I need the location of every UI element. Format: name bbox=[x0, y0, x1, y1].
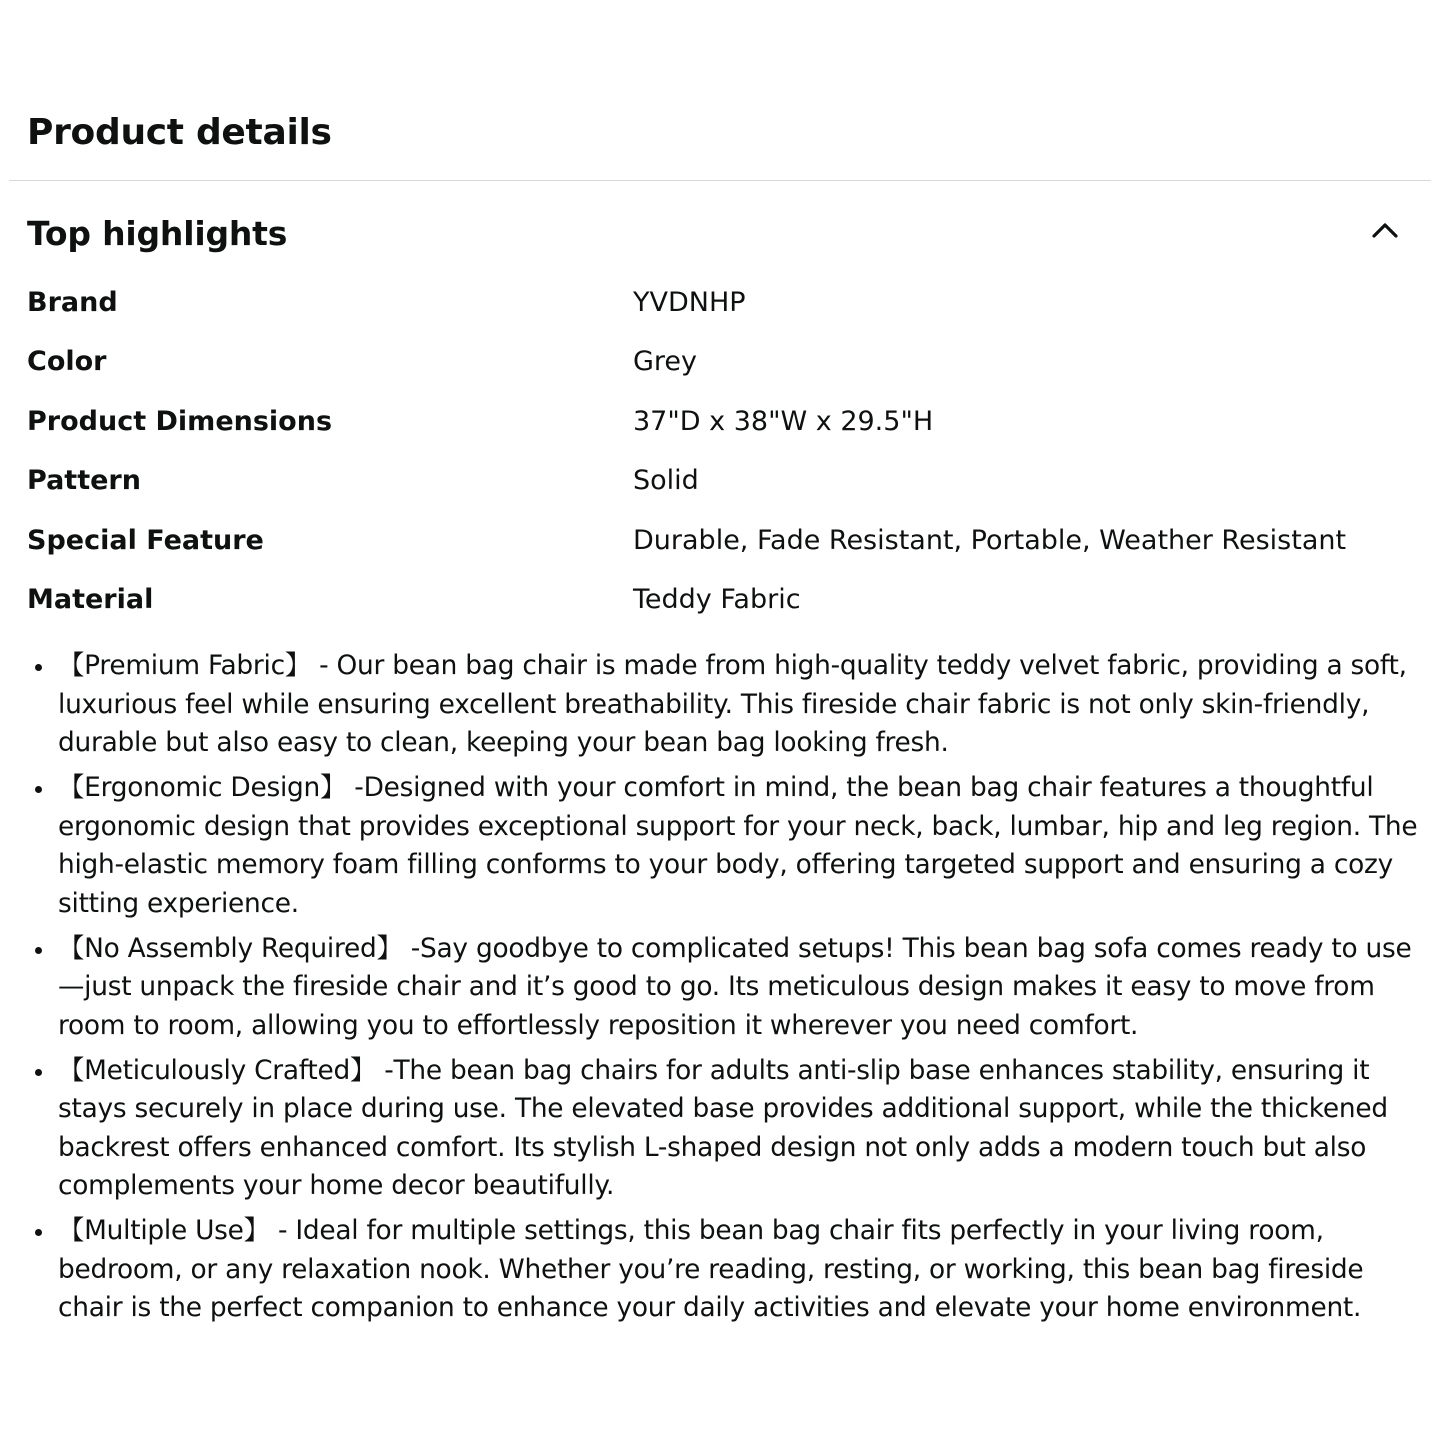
spec-label: Color bbox=[27, 346, 107, 378]
bullet-dot bbox=[35, 1069, 42, 1076]
feature-bullet-text: 【Ergonomic Design】 -Designed with your comfort in mind, the bean bag chair features a thoughtful ergonomic design that provides exceptional support for your neck, back, lumbar, hip and leg region. The high-elastic memory foam filling conforms to your body, offering targeted support and ensuring a cozy sitting experience. bbox=[58, 772, 1418, 919]
top-highlights-toggle[interactable] bbox=[0, 206, 1440, 260]
section-title: Top highlights bbox=[27, 214, 288, 253]
spec-label: Pattern bbox=[27, 465, 141, 497]
divider bbox=[9, 180, 1431, 181]
bullet-dot bbox=[35, 1229, 42, 1236]
feature-bullet bbox=[0, 1212, 1440, 1328]
feature-bullet bbox=[0, 1052, 1440, 1206]
feature-bullet-text: 【Multiple Use】 - Ideal for multiple settings, this bean bag chair fits perfectly in your living room, bedroom, or any relaxation nook. Whether you’re reading, resting, or working, this bean bag fireside chair is the perfect companion to enhance your daily activities and elevate your home environment. bbox=[58, 1215, 1364, 1323]
spec-value: YVDNHP bbox=[633, 286, 746, 318]
spec-row bbox=[27, 273, 1417, 333]
feature-bullet-text: 【Premium Fabric】 - Our bean bag chair is made from high-quality teddy velvet fabric, providing a soft, luxurious feel while ensuring excellent breathability. This fireside chair fabric is not only skin-friendly, durable but also easy to clean, keeping your bean bag looking fresh. bbox=[58, 650, 1407, 758]
spec-row bbox=[27, 571, 1417, 631]
spec-label: Brand bbox=[27, 286, 118, 318]
spec-label: Product Dimensions bbox=[27, 405, 333, 437]
spec-row bbox=[27, 452, 1417, 512]
spec-value: Solid bbox=[633, 465, 699, 497]
spec-label: Material bbox=[27, 584, 154, 616]
spec-label: Special Feature bbox=[27, 524, 264, 556]
bullet-dot bbox=[35, 947, 42, 954]
feature-bullet bbox=[0, 647, 1440, 763]
feature-bullet-list bbox=[0, 647, 1440, 1334]
spec-value: 37"D x 38"W x 29.5"H bbox=[633, 405, 934, 437]
feature-bullet bbox=[0, 769, 1440, 923]
spec-value: Grey bbox=[633, 346, 698, 378]
spec-value: Teddy Fabric bbox=[633, 584, 801, 616]
spec-row bbox=[27, 392, 1417, 452]
bullet-dot bbox=[35, 664, 42, 671]
spec-value: Durable, Fade Resistant, Portable, Weather Resistant bbox=[633, 524, 1347, 556]
feature-bullet bbox=[0, 930, 1440, 1046]
page-title: Product details bbox=[27, 112, 332, 153]
feature-bullet-text: 【No Assembly Required】 -Say goodbye to complicated setups! This bean bag sofa comes ready to use—just unpack the fireside chair and it’s good to go. Its meticulous design makes it easy to move from room to room, allowing you to effortlessly reposition it wherever you need comfort. bbox=[58, 932, 1412, 1041]
feature-bullet-text: 【Meticulously Crafted】 -The bean bag chairs for adults anti-slip base enhances stability, ensuring it stays securely in place during use. The elevated base provides additional support, while the thickened backrest offers enhanced comfort. Its stylish L-shaped design not only adds a modern touch but also complements your home decor beautifully. bbox=[58, 1054, 1388, 1201]
spec-row bbox=[27, 511, 1417, 571]
chevron-up-icon[interactable] bbox=[1366, 210, 1404, 248]
bullet-dot bbox=[35, 786, 42, 793]
spec-table bbox=[27, 273, 1417, 630]
spec-row bbox=[27, 333, 1417, 393]
